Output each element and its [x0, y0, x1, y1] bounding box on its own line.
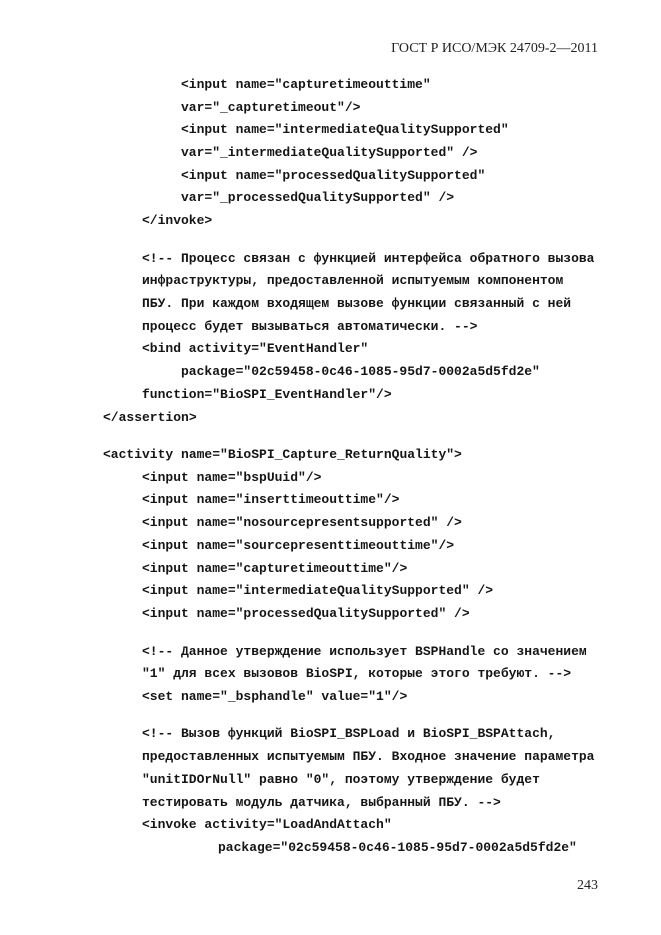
code-line: <input name="nosourcepresentsupported" /> [142, 515, 462, 530]
code-line: <input name="bspUuid"/> [142, 470, 322, 485]
code-line: <input name="capturetimeouttime" [181, 77, 431, 92]
code-line: function="BioSPI_EventHandler"/> [142, 387, 392, 402]
code-line: package="02c59458-0c46-1085-95d7-0002a5d5fd2e" [181, 364, 540, 379]
code-line: var="_intermediateQualitySupported" /> [181, 145, 478, 160]
code-line: var="_capturetimeout"/> [181, 100, 361, 115]
code-line: <!-- Данное утверждение использует BSPHandle со значением [142, 644, 587, 659]
code-line: var="_processedQualitySupported" /> [181, 190, 455, 205]
code-line: <bind activity="EventHandler" [142, 341, 369, 356]
code-line: <input name="intermediateQualitySupported" /> [142, 583, 494, 598]
code-line: <!-- Вызов функций BioSPI_BSPLoad и BioSPI_BSPAttach, [142, 726, 556, 741]
code-line: <input name="intermediateQualitySupported" [181, 122, 509, 137]
page-number: 243 [577, 878, 598, 893]
code-line: тестировать модуль датчика, выбранный ПБУ. --> [142, 795, 501, 810]
code-line: предоставленных испытуемым ПБУ. Входное значение параметра [142, 749, 595, 764]
code-line: <input name="sourcepresenttimeouttime"/> [142, 538, 455, 553]
code-line: </invoke> [142, 213, 213, 228]
code-line: <activity name="BioSPI_Capture_ReturnQuality"> [103, 447, 462, 462]
code-line: ПБУ. При каждом входящем вызове функции связанный с ней [142, 296, 572, 311]
code-line: процесс будет вызываться автоматически. --> [142, 319, 478, 334]
code-line: "1" для всех вызовов BioSPI, которые этого требуют. --> [142, 666, 572, 681]
code-line: package="02c59458-0c46-1085-95d7-0002a5d5fd2e" [218, 840, 577, 855]
code-line: <input name="processedQualitySupported" /> [142, 606, 470, 621]
code-line: <input name="inserttimeouttime"/> [142, 492, 400, 507]
code-line: <input name="processedQualitySupported" [181, 168, 486, 183]
code-line: <invoke activity="LoadAndAttach" [142, 817, 392, 832]
code-line: </assertion> [103, 410, 197, 425]
code-line: <input name="capturetimeouttime"/> [142, 561, 408, 576]
code-line: <!-- Процесс связан с функцией интерфейса обратного вызова [142, 251, 595, 266]
code-line: инфраструктуры, предоставленной испытуемым компонентом [142, 273, 564, 288]
code-line: "unitIDOrNull" равно "0", поэтому утверждение будет [142, 772, 540, 787]
document-header: ГОСТ Р ИСО/МЭК 24709-2—2011 [391, 41, 598, 56]
code-line: <set name="_bsphandle" value="1"/> [142, 689, 408, 704]
